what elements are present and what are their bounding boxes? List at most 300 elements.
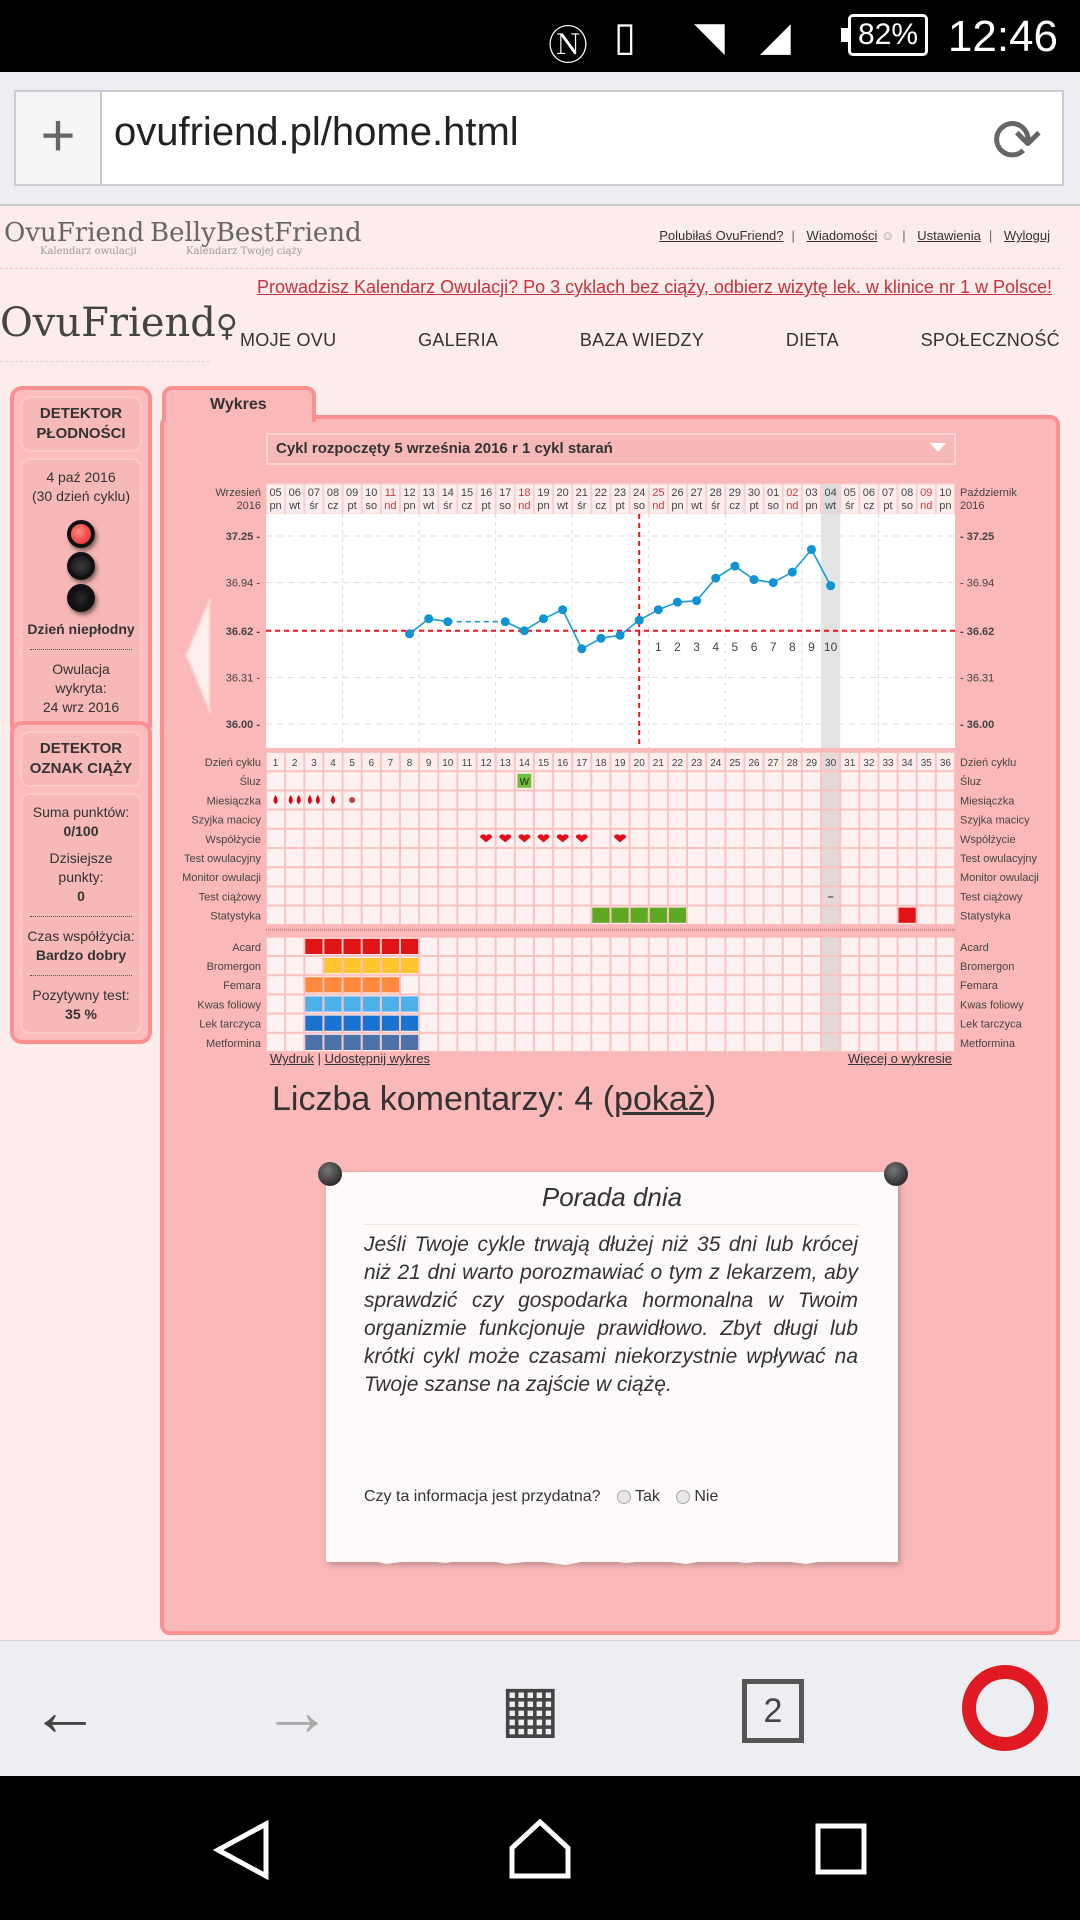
ovulation-date: 24 wrz 2016 — [42, 699, 120, 715]
observation-cell — [783, 906, 801, 924]
statistic-block — [899, 908, 916, 923]
medication-cell — [649, 957, 667, 975]
observation-cell — [802, 887, 820, 905]
post-ovulation-day-label: 3 — [693, 639, 700, 654]
observation-cell — [822, 772, 840, 790]
date-label: 04 — [824, 487, 837, 499]
observation-cell — [362, 906, 380, 924]
medication-cell — [649, 995, 667, 1013]
medication-cell — [668, 937, 686, 955]
messages-icon[interactable]: ☺ — [880, 228, 895, 243]
cycle-day-row-label: Dzień cyklu — [204, 757, 261, 769]
medication-mark — [382, 996, 399, 1011]
today-points-label: Dzisiejsze punkty: — [49, 850, 113, 885]
tab-wykres[interactable]: Wykres — [162, 386, 316, 422]
observation-cell — [381, 829, 399, 847]
observation-cell — [649, 868, 667, 886]
medication-cell — [688, 937, 706, 955]
observation-cell — [649, 829, 667, 847]
url-text[interactable]: ovufriend.pl/home.html — [114, 110, 519, 154]
observation-cell — [917, 887, 935, 905]
medication-cell — [841, 957, 859, 975]
tab-count: 2 — [763, 1692, 783, 1730]
medication-cell — [917, 957, 935, 975]
radio-no-label[interactable]: Nie — [694, 1488, 719, 1505]
medication-cell — [917, 976, 935, 994]
detector-date: 4 paź 2016 — [46, 469, 116, 485]
observation-cell — [707, 810, 725, 828]
radio-yes-label[interactable]: Tak — [635, 1488, 660, 1505]
observation-cell — [534, 868, 552, 886]
medication-cell — [592, 995, 610, 1013]
date-label: 09 — [920, 487, 933, 499]
post-ovulation-day-label: 7 — [769, 639, 777, 654]
bellybestfriend-logo[interactable] — [150, 218, 362, 257]
medication-cell — [936, 1033, 954, 1051]
observation-cell — [802, 906, 820, 924]
ovufriend-logo[interactable] — [4, 218, 144, 257]
observation-cell — [860, 772, 878, 790]
observation-cell — [917, 829, 935, 847]
date-label: 16 — [479, 487, 493, 499]
medication-cell — [573, 957, 591, 975]
observation-cell — [822, 829, 840, 847]
observation-cell — [860, 906, 878, 924]
medication-cell — [898, 995, 916, 1013]
speed-dial-icon[interactable]: ▦ — [500, 1672, 561, 1744]
observation-cell — [515, 849, 533, 867]
statistic-block — [631, 908, 648, 923]
date-label: 07 — [881, 487, 895, 499]
temperature-point — [692, 596, 701, 605]
observation-cell — [554, 906, 572, 924]
date-label: 15 — [460, 487, 474, 499]
weekday-label: nd — [384, 500, 397, 512]
observation-cell — [841, 849, 859, 867]
observation-cell — [783, 772, 801, 790]
date-label: 09 — [346, 487, 359, 499]
observation-cell — [764, 772, 782, 790]
observation-cell — [420, 868, 438, 886]
date-label: 17 — [499, 487, 512, 499]
medication-cell — [802, 957, 820, 975]
medication-mark — [401, 1016, 418, 1031]
observation-cell — [554, 868, 572, 886]
weekday-label: so — [901, 500, 913, 512]
cycle-day-number: 26 — [748, 758, 760, 769]
medication-mark — [324, 1016, 341, 1031]
system-back-icon[interactable] — [212, 1820, 272, 1880]
cycle-day-number: 34 — [901, 758, 913, 769]
observation-cell — [573, 887, 591, 905]
medication-cell — [554, 937, 572, 955]
observation-cell — [726, 849, 744, 867]
weekday-label: nd — [652, 500, 665, 512]
medication-cell — [745, 937, 763, 955]
medication-cell — [515, 1014, 533, 1032]
ytick-label-right: - 37.25 — [960, 531, 995, 543]
medication-cell — [707, 1033, 725, 1051]
medication-cell — [917, 1014, 935, 1032]
weekday-label: śr — [309, 500, 319, 512]
medication-mark — [363, 996, 380, 1011]
date-label: 18 — [518, 487, 531, 499]
observation-cell — [534, 887, 552, 905]
medication-row-label-right: Acard — [960, 941, 989, 954]
weekday-label: śr — [443, 500, 453, 512]
medication-cell — [745, 976, 763, 994]
observation-cell — [630, 887, 648, 905]
observation-cell — [286, 829, 304, 847]
radio-yes[interactable] — [617, 1490, 631, 1504]
observation-cell — [420, 849, 438, 867]
medication-mark — [344, 1016, 361, 1031]
medication-cell — [802, 1014, 820, 1032]
cycle-day-number: 28 — [786, 758, 798, 769]
observation-cell — [324, 772, 342, 790]
observation-cell — [439, 906, 457, 924]
cycle-day-number: 19 — [614, 758, 626, 769]
tip-title: Porada dnia — [541, 1182, 683, 1212]
medication-cell — [534, 1033, 552, 1051]
observation-cell — [324, 906, 342, 924]
medication-cell — [477, 976, 495, 994]
back-icon[interactable]: ← — [30, 1672, 100, 1750]
nav-dieta[interactable]: DIETA — [785, 330, 839, 350]
browser-toolbar — [0, 72, 1080, 206]
cycle-day-number: 6 — [368, 758, 375, 769]
temperature-point — [520, 626, 529, 635]
date-label: 30 — [747, 487, 761, 499]
observation-cell — [879, 906, 897, 924]
pregnancy-detector-body — [20, 793, 142, 1034]
month-label-right: Październik — [960, 487, 1017, 499]
observation-cell — [668, 849, 686, 867]
observation-cell — [879, 772, 897, 790]
main-logo[interactable] — [0, 300, 238, 362]
observation-cell — [745, 791, 763, 809]
observation-cell — [611, 868, 629, 886]
observation-cell — [477, 868, 495, 886]
post-ovulation-day-label: 6 — [750, 639, 758, 654]
reload-icon[interactable]: ⟳ — [991, 107, 1042, 174]
observation-cell — [420, 887, 438, 905]
cycle-day-number: 9 — [425, 758, 432, 769]
date-label: 20 — [556, 487, 569, 499]
traffic-light-icon — [26, 520, 136, 612]
medication-cell — [726, 976, 744, 994]
medication-cell — [286, 937, 304, 955]
temperature-point — [596, 634, 605, 643]
nav-galeria[interactable]: GALERIA — [418, 330, 499, 350]
logout-link[interactable]: Wyloguj — [1003, 228, 1050, 243]
medication-cell — [688, 995, 706, 1013]
red-light-icon — [67, 520, 95, 548]
observation-cell — [400, 868, 418, 886]
observation-cell — [630, 810, 648, 828]
observation-cell — [286, 772, 304, 790]
browser-bottom-bar — [0, 1640, 1080, 1776]
medication-mark — [382, 1035, 399, 1050]
cycle-day-number: 12 — [480, 758, 492, 769]
opera-icon[interactable] — [962, 1665, 1048, 1751]
weekday-label: so — [365, 500, 378, 512]
medication-cell — [879, 1033, 897, 1051]
like-link[interactable]: Polubiłaś OvuFriend? — [659, 228, 784, 243]
cycle-day-number: 18 — [595, 758, 607, 769]
medication-cell — [611, 976, 629, 994]
statistic-block — [650, 908, 667, 923]
observation-cell — [343, 772, 361, 790]
medication-cell — [822, 957, 840, 975]
observation-cell — [477, 906, 495, 924]
medication-row-label-right: Lek tarczyca — [960, 1018, 1022, 1031]
observation-cell — [305, 829, 323, 847]
plus-icon[interactable]: + — [16, 92, 102, 184]
medication-mark — [382, 958, 399, 973]
tip-body: Jeśli Twoje cykle trwają dłużej niż 35 dni lub krócej niż 21 dni warto porozmawiać o tym z lekarzem, aby sprawdzić czy gospodarka hormonalna w Twoim organizmie funkcjonuje prawidłowo. Zbyt długi lub krótki cykl może czasami niekorzystnie wpływać na Twoje szanse na zajście w ciążę. — [364, 1224, 858, 1399]
medication-cell — [668, 976, 686, 994]
medication-mark — [324, 1035, 341, 1050]
observation-cell — [477, 887, 495, 905]
temperature-point — [711, 574, 720, 583]
observation-cell — [822, 849, 840, 867]
print-link[interactable]: Wydruk — [270, 1051, 314, 1066]
observation-cell — [267, 906, 285, 924]
observation-cell — [267, 868, 285, 886]
medication-cell — [573, 995, 591, 1013]
ytick-label-right: - 36.62 — [960, 625, 995, 638]
messages-link[interactable]: Wiadomości — [806, 228, 878, 243]
medication-cell — [458, 995, 476, 1013]
observation-cell — [917, 906, 935, 924]
weekday-label: pt — [347, 500, 357, 512]
cycle-day-number: 14 — [518, 758, 530, 769]
pregnancy-detector-title: DETEKTOR OZNAK CIĄŻY — [20, 731, 142, 787]
temperature-point — [577, 644, 586, 653]
year-label-right: 2016 — [960, 500, 985, 512]
medication-cell — [841, 995, 859, 1013]
observation-cell — [477, 791, 495, 809]
observation-cell — [917, 810, 935, 828]
observation-cell — [573, 906, 591, 924]
points-sum: 0/100 — [63, 823, 99, 839]
observation-cell — [362, 829, 380, 847]
medication-cell — [286, 1014, 304, 1032]
date-label: 10 — [939, 487, 952, 499]
divider — [30, 649, 132, 650]
medication-cell — [305, 957, 323, 975]
observation-cell — [362, 810, 380, 828]
post-ovulation-day-label: 9 — [808, 639, 815, 654]
weekday-label: śr — [577, 500, 587, 512]
nav-baza-wiedzy[interactable]: BAZA WIEDZY — [579, 330, 705, 350]
cycle-day-number: 32 — [863, 758, 875, 769]
observation-cell — [688, 810, 706, 828]
medication-cell — [726, 1033, 744, 1051]
weekday-label: nd — [786, 500, 799, 512]
observation-cell — [554, 791, 572, 809]
observation-row-label-right: Statystyka — [960, 910, 1011, 923]
medication-row-label: Kwas foliowy — [197, 999, 261, 1012]
observation-cell — [630, 868, 648, 886]
weekday-label: wt — [289, 500, 301, 512]
medication-cell — [936, 937, 954, 955]
date-label: 25 — [652, 487, 665, 499]
show-comments-link[interactable]: pokaż — [614, 1080, 705, 1118]
previous-cycle-arrow-icon[interactable] — [184, 598, 212, 713]
observation-cell — [420, 772, 438, 790]
medication-cell — [764, 995, 782, 1013]
observation-row-label-right: Test ciążowy — [960, 891, 1023, 904]
observation-cell — [286, 849, 304, 867]
observation-cell — [458, 868, 476, 886]
medication-cell — [630, 1033, 648, 1051]
observation-cell — [630, 772, 648, 790]
medication-cell — [611, 995, 629, 1013]
observation-cell — [343, 829, 361, 847]
medication-cell — [649, 976, 667, 994]
observation-cell — [611, 772, 629, 790]
observation-row-label: Szyjka macicy — [191, 814, 261, 827]
promo-link[interactable]: Prowadzisz Kalendarz Owulacji? Po 3 cyklach bez ciąży, odbierz wizytę lek. w klinice nr 1 w Polsce! — [257, 277, 1052, 297]
observation-cell — [783, 849, 801, 867]
detector-cycle-day: (30 dzień cyklu) — [31, 488, 131, 504]
observation-cell — [362, 791, 380, 809]
observation-cell — [458, 772, 476, 790]
medication-cell — [611, 957, 629, 975]
medication-cell — [573, 1014, 591, 1032]
ytick-label-left: 36.31 - — [225, 672, 260, 685]
observation-cell — [534, 772, 552, 790]
medication-mark — [324, 939, 341, 954]
observation-cell — [267, 772, 285, 790]
medication-cell — [267, 1033, 285, 1051]
observation-cell — [324, 810, 342, 828]
observation-cell — [515, 791, 533, 809]
observation-cell — [764, 849, 782, 867]
fertility-detector-title: DETEKTOR PŁODNOŚCI — [20, 396, 142, 452]
observation-cell — [305, 906, 323, 924]
system-recents-icon[interactable] — [814, 1822, 868, 1876]
observation-cell — [611, 810, 629, 828]
nav-moje-ovu[interactable]: MOJE OVU — [240, 330, 337, 350]
weekday-label: pn — [939, 500, 952, 512]
weekday-label: so — [767, 500, 779, 512]
observation-cell — [668, 772, 686, 790]
medication-cell — [879, 976, 897, 994]
nav-spolecznosc[interactable]: SPOŁECZNOŚĆ — [920, 330, 1060, 350]
observation-cell — [515, 868, 533, 886]
share-chart-link[interactable]: Udostępnij wykres — [324, 1051, 431, 1066]
medication-row-label: Bromergon — [206, 961, 261, 973]
medication-mark — [344, 996, 361, 1011]
more-about-chart-link[interactable]: Więcej o wykresie — [847, 1051, 952, 1066]
observation-cell — [420, 791, 438, 809]
weekday-label: cz — [327, 500, 339, 512]
observation-cell — [267, 887, 285, 905]
medication-mark — [363, 977, 380, 992]
date-label: 29 — [728, 487, 742, 499]
divider — [0, 268, 1060, 269]
medication-cell — [458, 957, 476, 975]
address-bar[interactable] — [14, 90, 1064, 186]
medication-cell — [630, 995, 648, 1013]
observation-row-label: Test owulacyjny — [183, 853, 261, 865]
medication-mark — [401, 939, 418, 954]
medication-cell — [630, 1014, 648, 1032]
medication-mark — [401, 1035, 418, 1050]
medication-cell — [783, 976, 801, 994]
temperature-point — [673, 598, 682, 607]
medication-cell — [668, 957, 686, 975]
chevron-down-icon[interactable] — [930, 443, 946, 452]
temperature-point — [730, 562, 739, 571]
fertility-detector — [10, 386, 152, 737]
observation-cell — [343, 849, 361, 867]
medication-cell — [688, 1014, 706, 1032]
forward-icon[interactable]: → — [262, 1672, 332, 1750]
observation-cell — [936, 849, 954, 867]
observation-cell — [496, 849, 514, 867]
observation-cell — [362, 887, 380, 905]
medication-cell — [611, 1014, 629, 1032]
weekday-label: pt — [481, 500, 491, 512]
medication-cell — [515, 1033, 533, 1051]
observation-cell — [267, 810, 285, 828]
medication-cell — [802, 1033, 820, 1051]
radio-no[interactable] — [676, 1490, 690, 1504]
medication-cell — [400, 976, 418, 994]
medication-cell — [668, 1033, 686, 1051]
medication-cell — [267, 957, 285, 975]
observation-row-label: Monitor owulacji — [182, 872, 261, 885]
observation-cell — [611, 791, 629, 809]
divider — [30, 975, 132, 976]
clock: 12:46 — [947, 12, 1058, 61]
cycle-day-number: 31 — [844, 758, 856, 769]
cycle-select[interactable] — [266, 433, 956, 465]
observation-cell — [783, 887, 801, 905]
observation-cell — [496, 868, 514, 886]
observation-cell — [534, 810, 552, 828]
ytick-label-left: 36.00 - — [225, 719, 260, 731]
tabs-icon[interactable] — [742, 1679, 804, 1743]
medication-cell — [860, 1033, 878, 1051]
logo-subtitle: Kalendarz Twojej ciąży — [186, 246, 303, 257]
medication-cell — [554, 995, 572, 1013]
medication-mark — [344, 1035, 361, 1050]
medication-cell — [592, 1014, 610, 1032]
observation-cell — [707, 887, 725, 905]
observation-cell — [726, 791, 744, 809]
observation-cell — [860, 887, 878, 905]
weekday-label: wt — [691, 500, 703, 512]
settings-link[interactable]: Ustawienia — [917, 228, 981, 243]
medication-mark — [305, 1035, 322, 1050]
observation-cell — [745, 887, 763, 905]
medication-cell — [841, 976, 859, 994]
system-home-icon[interactable] — [508, 1816, 572, 1880]
weekday-label: pn — [269, 500, 282, 512]
medication-cell — [898, 976, 916, 994]
observation-cell — [554, 887, 572, 905]
observation-cell — [286, 906, 304, 924]
date-label: 03 — [805, 487, 818, 499]
medication-cell — [554, 1033, 572, 1051]
statistic-block — [592, 908, 609, 923]
post-ovulation-day-label: 8 — [788, 639, 796, 654]
